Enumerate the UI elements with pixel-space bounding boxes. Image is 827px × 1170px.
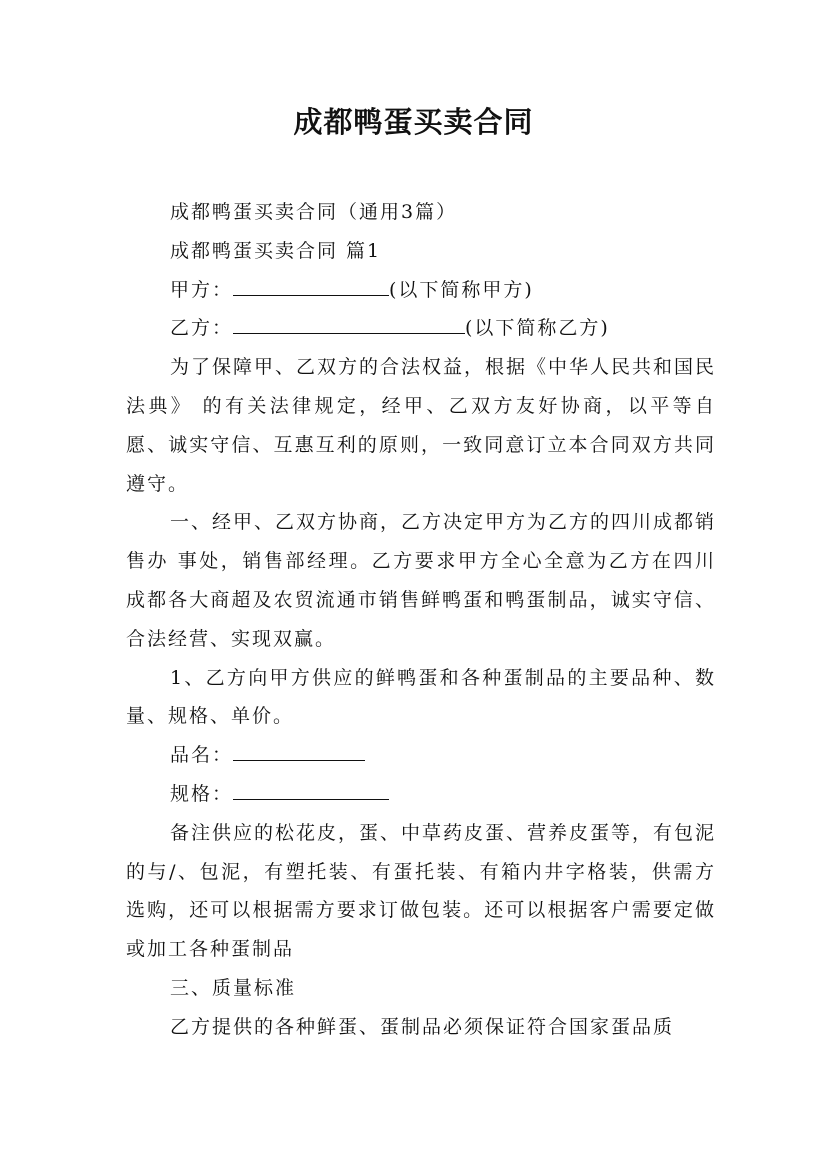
spec-line [126, 775, 716, 814]
party-a-line [126, 271, 716, 310]
party-b-label: 乙方： [170, 317, 234, 340]
remark-paragraph: 备注供应的松花皮，蛋、中草药皮蛋、营养皮蛋等，有包泥的与/、包泥，有塑托装、有蛋托装、有箱内井字格装，供需方选购，还可以根据需方要求订做包装。还可以根据客户需要定做或加工各种蛋制品 [126, 821, 717, 961]
document-body [126, 193, 716, 1047]
spec-blank [233, 777, 389, 800]
section-three-heading: 三、质量标准 [170, 976, 297, 999]
party-b-line [126, 309, 716, 348]
section-heading: 成都鸭蛋买卖合同 篇1 [170, 239, 382, 262]
product-name-label: 品名： [170, 744, 234, 767]
party-b-blank [233, 311, 465, 334]
party-b-note: (以下简称乙方) [465, 317, 610, 340]
spec-label: 规格： [170, 782, 234, 805]
clause-one-paragraph: 一、经甲、乙双方协商，乙方决定甲方为乙方的四川成都销售办 事处，销售部经理。乙方要求甲方全心全意为乙方在四川成都各大商超及农贸流通市销售鲜鸭蛋和鸭蛋制品，诚实守信、合法经营、实现双赢。 [126, 511, 717, 650]
intro-paragraph: 为了保障甲、乙双方的合法权益，根据《中华人民共和国民法典》 的有关法律规定，经甲、乙双方友好协商，以平等自愿、诚实守信、互惠互利的原则，一致同意订立本合同双方共同遵守。 [126, 356, 717, 495]
item-one-paragraph: 1、乙方向甲方供应的鲜鸭蛋和各种蛋制品的主要品种、数量、规格、单价。 [126, 666, 716, 728]
quality-paragraph: 乙方提供的各种鲜蛋、蛋制品必须保证符合国家蛋品质 [170, 1015, 675, 1038]
party-a-note: (以下简称甲方) [389, 278, 534, 301]
document-title: 成都鸭蛋买卖合同 [293, 105, 534, 139]
product-name-blank [233, 738, 365, 761]
product-name-line [126, 736, 716, 775]
party-a-blank [233, 273, 389, 296]
document-subtitle: 成都鸭蛋买卖合同（通用3篇） [170, 201, 458, 223]
party-a-label: 甲方： [170, 278, 234, 301]
